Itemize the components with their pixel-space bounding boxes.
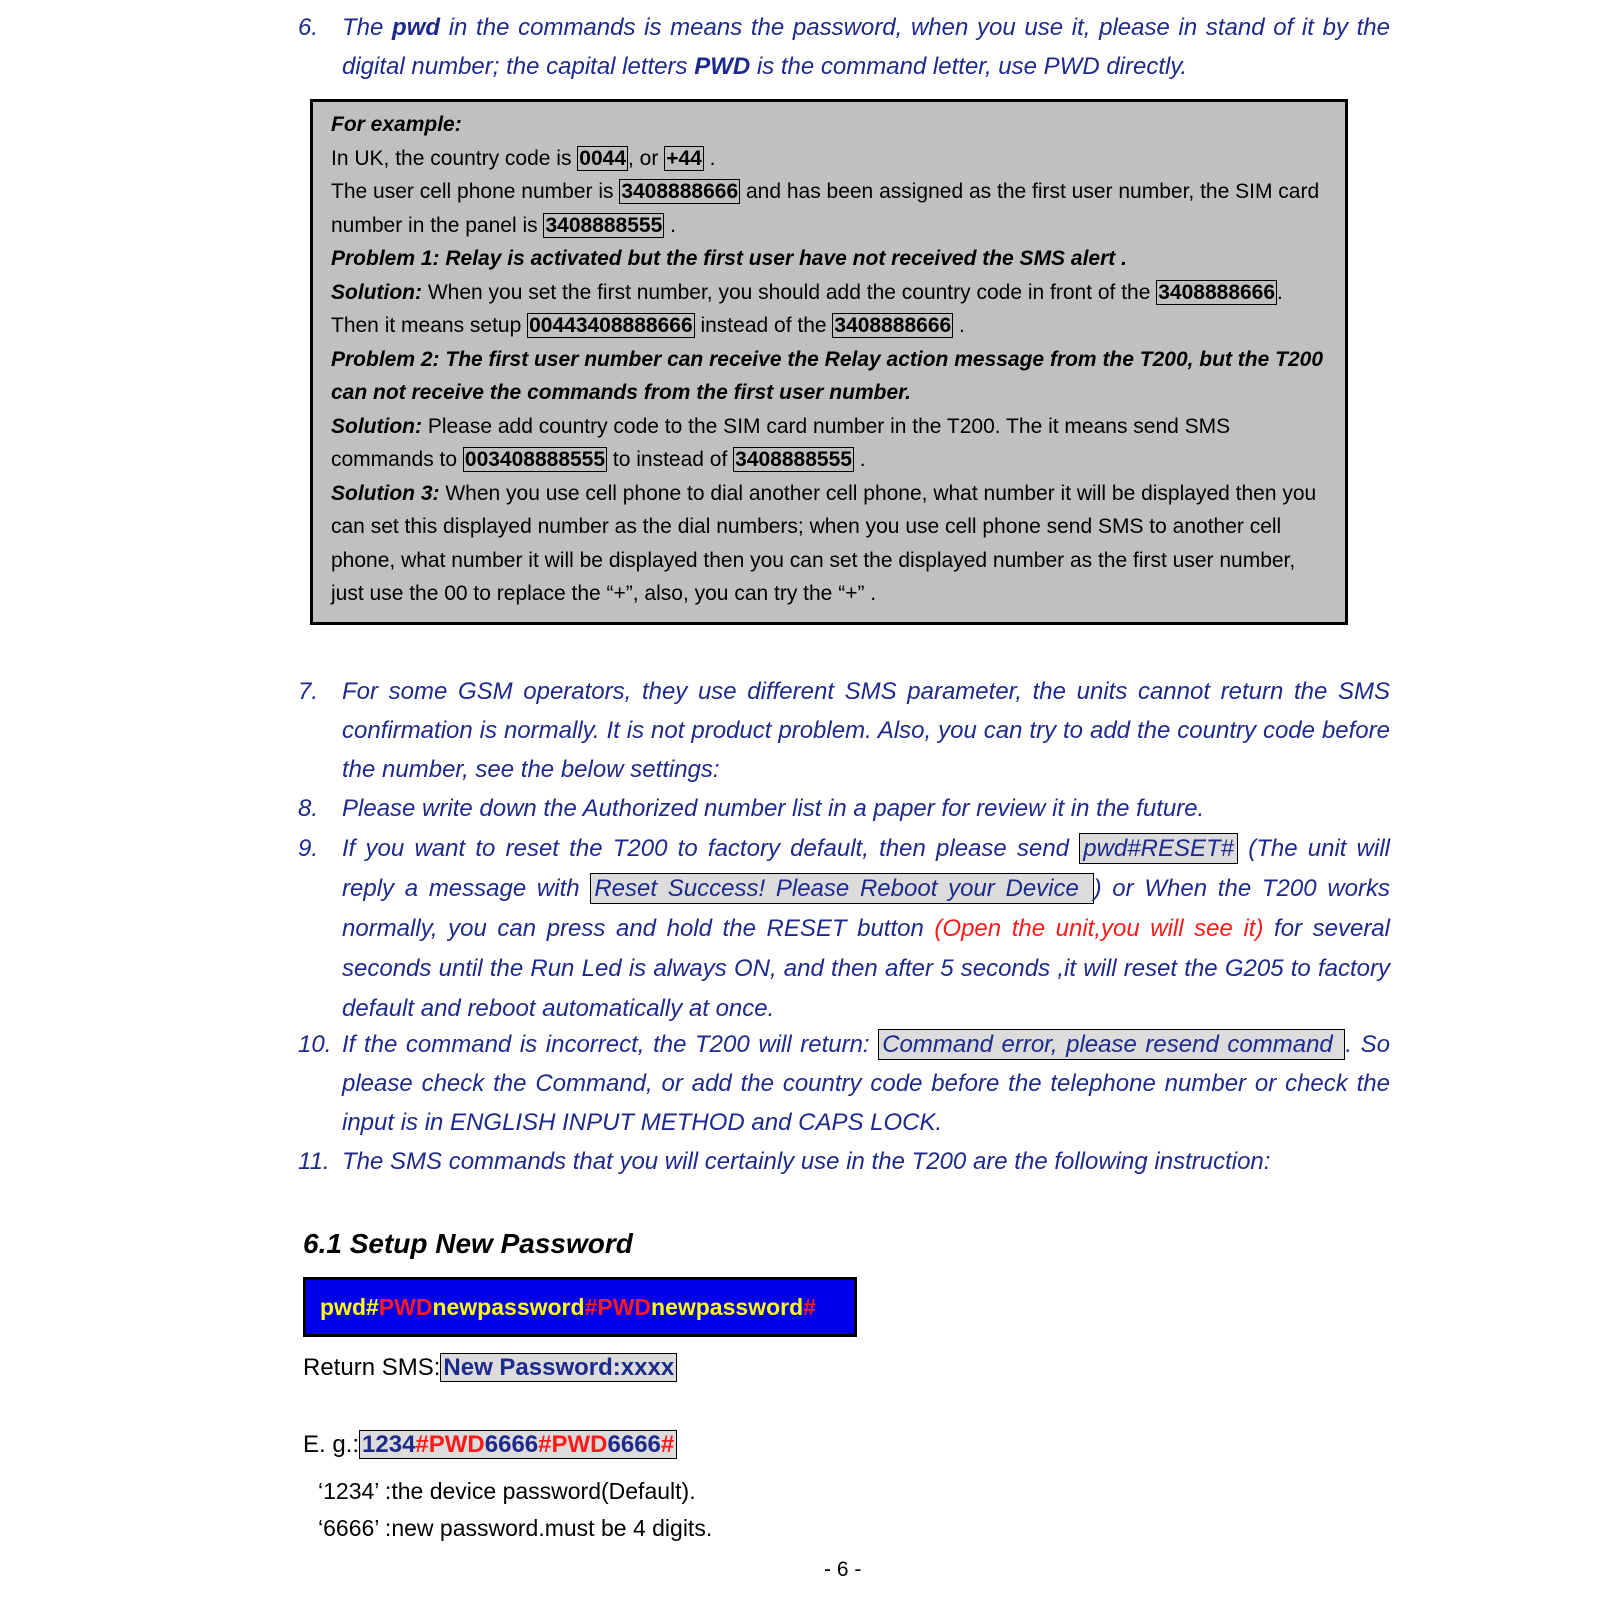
item-text: The SMS commands that you will certainly use in the T200 are the following instruction: bbox=[342, 1148, 1271, 1175]
text: . bbox=[703, 146, 716, 170]
command-part: # bbox=[660, 1431, 675, 1458]
example-label: E. g.: bbox=[303, 1431, 360, 1458]
command-part: newpassword bbox=[651, 1294, 804, 1320]
text: In UK, the country code is bbox=[331, 146, 578, 170]
command-part: #PWD bbox=[538, 1431, 608, 1458]
command-bar bbox=[303, 1277, 857, 1337]
pwd-keyword: pwd bbox=[392, 14, 441, 41]
user-number: 3408888666 bbox=[1158, 280, 1276, 304]
solution-label: Solution: bbox=[331, 280, 422, 304]
item-number: 9. bbox=[298, 835, 319, 862]
list-item-8 bbox=[298, 789, 1390, 828]
return-sms-value: New Password:xxxx bbox=[440, 1353, 677, 1382]
solution-3 bbox=[331, 477, 1331, 611]
user-number: 3408888666 bbox=[834, 314, 952, 337]
command-part: PWD bbox=[597, 1294, 652, 1320]
text: to instead of bbox=[607, 448, 734, 471]
command-part: pwd# bbox=[320, 1294, 379, 1320]
full-number: 00443408888666 bbox=[529, 314, 693, 337]
note-key: ‘1234’ bbox=[318, 1478, 379, 1504]
list-item-9 bbox=[298, 829, 1390, 1029]
list-item-6 bbox=[298, 8, 1390, 86]
note-text: :the device password(Default). bbox=[378, 1478, 696, 1504]
text: . bbox=[664, 213, 676, 237]
item-text: for several seconds until the Run Led is always ON, and then after 5 seconds ,it will reset the G205 to factory default and reboot automatically at once. bbox=[342, 915, 1390, 1022]
item-text: (The unit will reply a message with bbox=[342, 835, 1391, 902]
page-number: - 6 - bbox=[824, 1558, 862, 1581]
reset-reply: Reset Success! Please Reboot your Device bbox=[590, 873, 1093, 904]
item-text: If you want to reset the T200 to factory default, then please send bbox=[342, 835, 1080, 862]
solution-1 bbox=[331, 276, 1331, 343]
text: and has been assigned as the first user number, the SIM card number in the panel is bbox=[331, 180, 1320, 237]
sim-number: 3408888555 bbox=[545, 213, 663, 237]
list-item-7 bbox=[298, 672, 1390, 789]
item-text: The bbox=[342, 14, 393, 41]
country-code-0044: 0044 bbox=[579, 146, 627, 170]
text: When you use cell phone to dial another cell phone, what number it will be displayed then you can set this displayed number as the dial numbers; when you use cell phone send SMS to another cell phone, what number it will be displayed then you can set the displayed number as the first user number, just use the 00 to replace the “+”, also, you can try the “+” . bbox=[331, 481, 1317, 605]
problem-1: Problem 1: Relay is activated but the first user have not received the SMS alert . bbox=[331, 247, 1127, 270]
country-code-plus44: +44 bbox=[666, 146, 702, 170]
text: instead of the bbox=[694, 314, 833, 337]
item-number: 8. bbox=[298, 795, 319, 822]
command-part: # bbox=[803, 1294, 816, 1320]
note-key: ‘6666’ bbox=[318, 1515, 379, 1541]
item-number: 6. bbox=[298, 14, 319, 41]
note-default-password bbox=[318, 1473, 696, 1509]
user-number: 3408888666 bbox=[621, 180, 739, 203]
note-new-password bbox=[318, 1510, 712, 1546]
text: The user cell phone number is bbox=[331, 180, 620, 203]
sim-number: 3408888555 bbox=[735, 448, 852, 471]
command-part: 1234 bbox=[362, 1431, 416, 1458]
solution-2 bbox=[331, 410, 1331, 477]
example-user-line bbox=[331, 175, 1331, 242]
solution-label: Solution 3: bbox=[331, 481, 440, 505]
return-sms bbox=[303, 1348, 677, 1388]
item-number: 10. bbox=[298, 1031, 332, 1058]
command-part: 6666 bbox=[484, 1431, 539, 1458]
text: Please add country code to the SIM card number in the T200. The it means send SMS commands to bbox=[331, 414, 1231, 471]
solution-label: Solution: bbox=[331, 414, 422, 438]
full-sim-number: 003408888555 bbox=[464, 448, 606, 471]
list-item-11 bbox=[298, 1142, 1390, 1181]
text: . bbox=[953, 314, 965, 337]
command-part: PWD bbox=[378, 1294, 433, 1320]
error-message: Command error, please resend command bbox=[878, 1029, 1345, 1060]
text: , or bbox=[628, 146, 665, 170]
reset-command: pwd#RESET# bbox=[1079, 833, 1238, 864]
example-command bbox=[303, 1424, 677, 1466]
example-value bbox=[359, 1430, 677, 1459]
command-part: 6666 bbox=[607, 1431, 661, 1458]
item-text: For some GSM operators, they use different SMS parameter, the units cannot return the SMS confirmation is normally. It is not product problem. Also, you can try to add the country code before the number, see the below settings: bbox=[342, 678, 1390, 783]
item-text: If the command is incorrect, the T200 will return: bbox=[342, 1031, 879, 1058]
return-sms-label: Return SMS: bbox=[303, 1354, 441, 1381]
pwd-capital-keyword: PWD bbox=[694, 53, 751, 80]
example-box bbox=[310, 99, 1348, 625]
problem-2: Problem 2: The first user number can receive the Relay action message from the T200, but the T200 can not receive the commands from the first user number. bbox=[331, 347, 1323, 404]
text: When you set the first number, you should add the country code in front of the bbox=[421, 280, 1157, 304]
text: . Then it means setup bbox=[331, 280, 1283, 337]
note-text: :new password.must be 4 digits. bbox=[378, 1515, 713, 1541]
item-text: is the command letter, use PWD directly. bbox=[750, 53, 1188, 80]
command-part: # bbox=[584, 1294, 598, 1320]
item-text: Please write down the Authorized number list in a paper for review it in the future. bbox=[342, 795, 1205, 822]
list-item-10 bbox=[298, 1025, 1390, 1142]
item-number: 7. bbox=[298, 678, 319, 705]
open-unit-note: (Open the unit,you will see it) bbox=[934, 915, 1264, 942]
text: . bbox=[853, 448, 866, 471]
example-uk-line bbox=[331, 142, 1331, 176]
command-part: newpassword bbox=[432, 1294, 585, 1320]
section-title: 6.1 Setup New Password bbox=[303, 1228, 633, 1259]
example-heading: For example: bbox=[331, 113, 462, 136]
item-number: 11. bbox=[298, 1148, 330, 1175]
item-text: . So please check the Command, or add the country code before the telephone number or check the input is in ENGLISH INPUT METHOD and CAPS LOCK. bbox=[342, 1031, 1390, 1136]
item-text: in the commands is means the password, when you use it, please in stand of it by the digital number; the capital letters bbox=[342, 14, 1390, 80]
command-part: #PWD bbox=[415, 1431, 485, 1458]
item-text: ) or When the T200 works normally, you can press and hold the RESET button bbox=[342, 875, 1390, 942]
